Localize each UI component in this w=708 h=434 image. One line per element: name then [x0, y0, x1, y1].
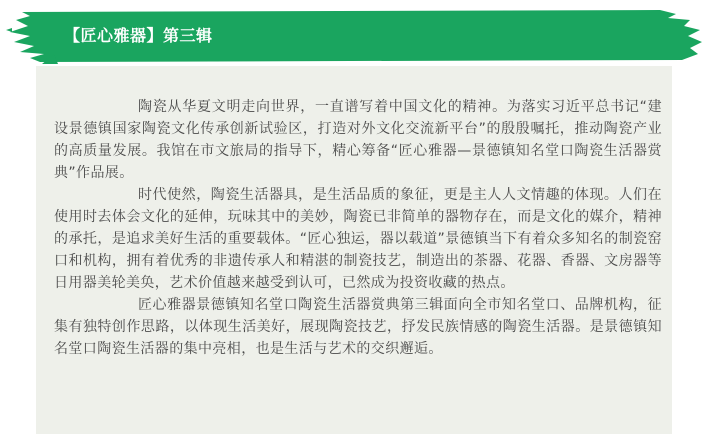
- section-title: 【匠心雅器】第三辑: [64, 26, 213, 45]
- article-body: [54, 96, 662, 360]
- section-banner: [0, 8, 708, 64]
- paragraph-intro: 陶瓷从华夏文明走向世界，一直谱写着中国文化的精神。为落实习近平总书记“建设景德镇国家陶瓷文化传承创新试验区，打造对外文化交流新平台”的殷殷嘱托，推动陶瓷产业的高质量发展。我馆在市文旅局的指导下，精心筹备“匠心雅器—景德镇知名堂口陶瓷生活器赏典”作品展。: [54, 99, 662, 181]
- paragraph-lifestyle: 时代使然，陶瓷生活器具，是生活品质的象征，更是主人人文情趣的体现。人们在使用时去体会文化的延伸，玩味其中的美妙，陶瓷已非简单的器物存在，而是文化的媒介，精神的承托，是追求美好生活的重要载体。“匠心独运，器以载道”景德镇当下有着众多知名的制瓷窑口和机构，拥有着优秀的非遗传承人和精湛的制瓷技艺，制造出的茶器、花器、香器、文房器等日用器美轮美奂，艺术价值越来越受到认可，已然成为投资收藏的热点。: [54, 187, 662, 291]
- paragraph-exhibition: 匠心雅器景德镇知名堂口陶瓷生活器赏典第三辑面向全市知名堂口、品牌机构，征集有独特创作思路，以体现生活美好，展现陶瓷技艺，抒发民族情感的陶瓷生活器。是景德镇知名堂口陶瓷生活器的集中亮相，也是生活与艺术的交织邂逅。: [54, 297, 662, 357]
